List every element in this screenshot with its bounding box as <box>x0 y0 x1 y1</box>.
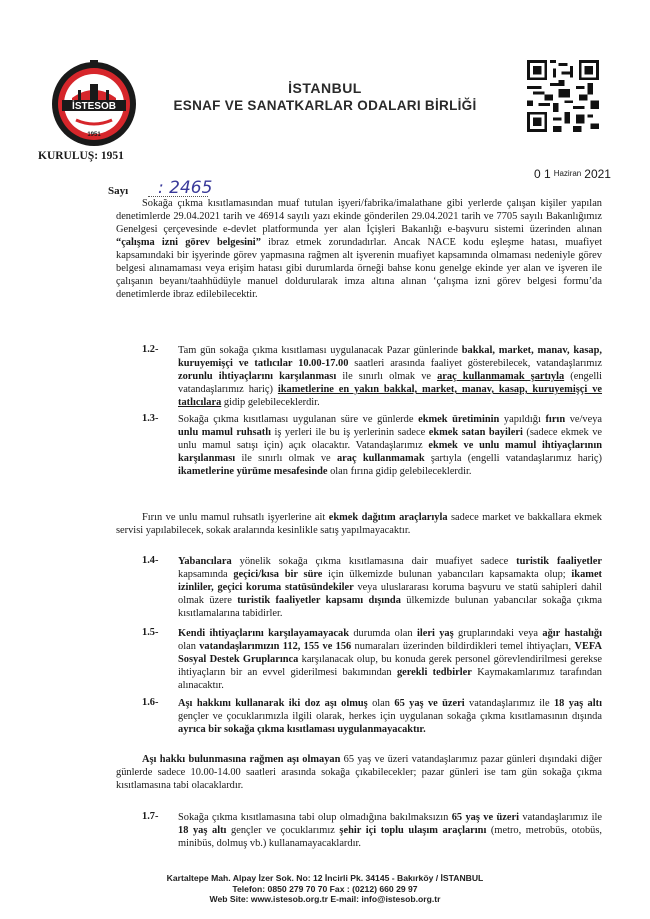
item-1-7-text: Sokağa çıkma kısıtlamasına tabi olup olmadığına bakılmaksızın 65 yaş ve üzeri vatandaşlarımız ile 18 yaş altı gençler ve çocuklarımız şehir içi toplu ulaşım araçlarını (metro, metrobüs, otobüs, minibüs, dolmuş vb.) kullanamayacaklardır. <box>178 812 602 849</box>
sayi-number: : 2465 <box>158 178 213 198</box>
org-line-2: ESNAF VE SANATKARLAR ODALARI BİRLİĞİ <box>173 98 477 113</box>
item-1-3-text: Sokağa çıkma kısıtlaması uygulanan süre ve günlerde ekmek üretiminin yapıldığı fırın ve/veya unlu mamul ruhsatlı iş yerleri ile bu iş yerlerinin sadece ekmek satan bayileri (sadece ekmek ve unlu mamul satışı için) açık olacaktır. Vatandaşlarımız ekmek ve unlu mamul ihtiyaçlarının karşılanması ile sınırlı olmak ve araç kullanmamak şartıyla (engelli vatandaşlarımız hariç) ikametlerine yürüme mesafesinde olan fırına gidip gelebileceklerdir. <box>178 414 603 477</box>
intro-paragraph: Sokağa çıkma kısıtlamasından muaf tutulan işyeri/fabrika/imalathane gibi yerlerde çalışan kişiler yapılan denetimlerde 29.04.2021 tarih ve 46914 sayılı yazı ekinde gönderilen 29.04.2021 tarih ve 7705 sayılı Bakanlığımız Genelgesi çerçevesinde e-devlet platformunda yer alan İçişleri Bakanlığı e-başvuru sistemi üzerinden alınan “çalışma izni görev belgesini” ibraz etmek zorundadırlar. Ancak NACE kodu eşleşme hatası, muafiyet kapsamındaki bir işyerinde görev yapmasına rağmen alt işverenin muafiyet kapsamında olmaması nedeniyle görev belgesi alınamaması veya erişim hatası gibi durumlarda örneği bahse konu genelge ekinde yer alan ve işveren ile çalışanın beyanı/taahhüdüyle manuel doldurularak imza altına alınan ‘çalışma izni görev belgesi formu’da denetimlerde ibraz edilebilecektir. <box>116 198 602 300</box>
logo-year: 1951 <box>87 132 101 138</box>
sayi-label: Sayı <box>108 185 129 197</box>
date-year: 2021 <box>584 167 611 181</box>
footer-phone: Telefon: 0850 279 70 70 Fax : (0212) 660 29 97 <box>232 883 418 894</box>
item-number: 1.6- <box>142 697 159 708</box>
item-number: 1.4- <box>142 555 159 566</box>
item-number: 1.3- <box>142 413 159 424</box>
item-1-5-text: Kendi ihtiyaçlarını karşılayamayacak durumda olan ileri yaş gruplarındaki veya ağır hastalığı olan vatandaşlarımızın 112, 155 ve 156 numaraları üzerinden bildirdikleri temel ihtiyaçları, VEFA Sosyal Destek Gruplarınca karşılanacak olup, bu konuda gerek personel görevlendirilmesi gerekse ihtiyaçların bir an evvel giderilmesi bakımından gerekli tedbirler Kaymakamlarımız tarafından alınacaktır. <box>178 628 602 691</box>
organization-name <box>160 80 490 114</box>
item-number: 1.7- <box>142 811 159 822</box>
vaccine-paragraph: Aşı hakkı bulunmasına rağmen aşı olmayan 65 yaş ve üzeri vatandaşlarımız pazar günleri dışındaki diğer günlerde sadece 10.00-14.00 saatleri arasında sokağa çıkabilecekler; pazar günleri ise tam gün sokağa çıkma kısıtlamasına tabi olacaklardır. <box>116 754 602 791</box>
item-number: 1.2- <box>142 344 159 355</box>
date-month: Haziran <box>553 169 582 178</box>
org-line-1: İSTANBUL <box>288 80 362 96</box>
date-day: 0 1 <box>534 167 551 181</box>
istesob-logo <box>50 60 138 148</box>
item-1-6-text: Aşı hakkını kullanarak iki doz aşı olmuş olan 65 yaş ve üzeri vatandaşlarımız ile 18 yaş altı gençler ve çocuklarımızla ilgili olarak, herkes için uygulanan sokağa çıkma kısıtlamasının dışında ayrıca bir sokağa çıkma kısıtlaması uygulanmayacaktır. <box>178 698 602 735</box>
footer-address: Kartaltepe Mah. Alpay İzer Sok. No: 12 İncirli Pk. 34145 - Bakırköy / İSTANBUL <box>166 873 484 883</box>
founding-year: KURULUŞ: 1951 <box>38 150 124 162</box>
footer <box>100 873 550 905</box>
bread-delivery-paragraph: Fırın ve unlu mamul ruhsatlı işyerlerine ait ekmek dağıtım araçlarıyla sadece market ve bakkallara ekmek servisi yapılabilecek, sokak aralarında kesinlikle satış yapılmayacaktır. <box>116 512 602 536</box>
logo-text: İSTESOB <box>72 101 116 112</box>
item-1-2-text: Tam gün sokağa çıkma kısıtlaması uygulanacak Pazar günlerinde bakkal, market, manav, kasap, kuruyemişçi ve tatlıcılar 10.00-17.00 saatleri arasında faaliyet gösterebilecek, vatandaşlarımız zorunlu ihtiyaçlarını karşılanması ile sınırlı olmak ve araç kullanmamak şartıyla (engelli vatandaşlarımız hariç) ikametlerine en yakın bakkal, market, manav, kasap, kuruyemişçi ve tatlıcılara gidip gelebileceklerdir. <box>178 345 603 408</box>
item-1-4-text: Yabancılara yönelik sokağa çıkma kısıtlamasına dair muafiyet sadece turistik faaliyetler kapsamında geçici/kısa bir süre için ülkemizde bulunan yabancıları kapsamakta olup; ikamet izinliler, geçici koruma statüsündekiler veya uluslararası koruma başvuru ve statü sahipleri dahil olmak üzere turistik faaliyetler kapsamı dışında ülkemizde bulunan yabancılar sokağa çıkma kısıtlamalarına tabidirler. <box>178 556 603 619</box>
item-number: 1.5- <box>142 627 159 638</box>
qr-code-icon <box>527 60 599 132</box>
footer-web: Web Site: www.istesob.org.tr E-mail: info@istesob.org.tr <box>209 894 441 904</box>
document-date <box>534 167 611 181</box>
